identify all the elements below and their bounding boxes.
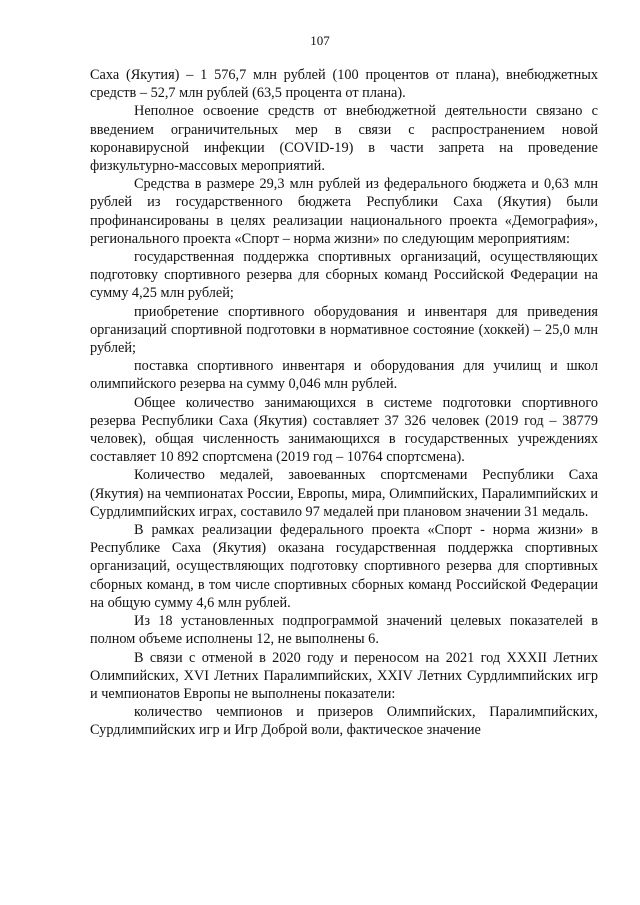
paragraph-7: Из 18 установленных подпрограммой значений целевых показателей в полном объеме исполнены 12, не выполнены 6. xyxy=(90,613,598,648)
list-item-2: приобретение спортивного оборудования и инвентаря для приведения организаций спортивной подготовки в нормативное состояние (хоккей) – 25,0 млн рублей; xyxy=(90,303,598,357)
paragraph-2: Неполное освоение средств от внебюджетной деятельности связано с введением ограничительных мер в связи с распространением новой коронавирусной инфекции (COVID-19) в части запрета на проведение физкультурно-массовых мероприятий. xyxy=(90,103,598,175)
paragraph-3: Средства в размере 29,3 млн рублей из федерального бюджета и 0,63 млн рублей из государственного бюджета Республики Саха (Якутия) были профинансированы в целях реализации национального проекта «Демография», регионального проекта «Спорт – норма жизни» по следующим мероприятиям: xyxy=(90,176,598,247)
paragraph-5: Количество медалей, завоеванных спортсменами Республики Саха (Якутия) на чемпионатах России, Европы, мира, Олимпийских, Паралимпийских и Сурдлимпийских играх, составило 97 медалей при плановом значении 31 медаль. xyxy=(90,467,598,520)
list-item-1: государственная поддержка спортивных организаций, осуществляющих подготовку спортивного резерва для сборных команд Российской Федерации на сумму 4,25 млн рублей; xyxy=(90,249,598,302)
page-number: 107 xyxy=(310,33,330,48)
paragraph-4: Общее количество занимающихся в системе подготовки спортивного резерва Республики Саха (Якутия) составляет 37 326 человек (2019 год – 38779 человек), общая численность занимающихся в государственных учреждениях составляет 10 892 спортсмена (2019 год – 10764 спортсмена). xyxy=(90,394,598,466)
list-item-3: поставка спортивного инвентаря и оборудования для училищ и школ олимпийского резерва на сумму 0,046 млн рублей. xyxy=(90,358,598,393)
document-body xyxy=(90,66,598,740)
paragraph-6: В рамках реализации федерального проекта «Спорт - норма жизни» в Республике Саха (Якутия) оказана государственная поддержка спортивных организаций, осуществляющих подготовку спортивного резерва для спортивных сборных команд, в том числе спортивных сборных команд Российской Федерации на общую сумму 4,6 млн рублей. xyxy=(90,522,598,611)
list-item-4: количество чемпионов и призеров Олимпийских, Паралимпийских, Сурдлимпийских игр и Игр Доброй воли, фактическое значение xyxy=(90,704,598,739)
paragraph-8: В связи с отменой в 2020 году и переносом на 2021 год XXXII Летних Олимпийских, XVI Летних Паралимпийских, XXIV Летних Сурдлимпийских игр и чемпионатов Европы не выполнены показатели: xyxy=(90,649,598,702)
paragraph-1: Саха (Якутия) – 1 576,7 млн рублей (100 процентов от плана), внебюджетных средств – 52,7 млн рублей (63,5 процента от плана). xyxy=(90,67,598,102)
